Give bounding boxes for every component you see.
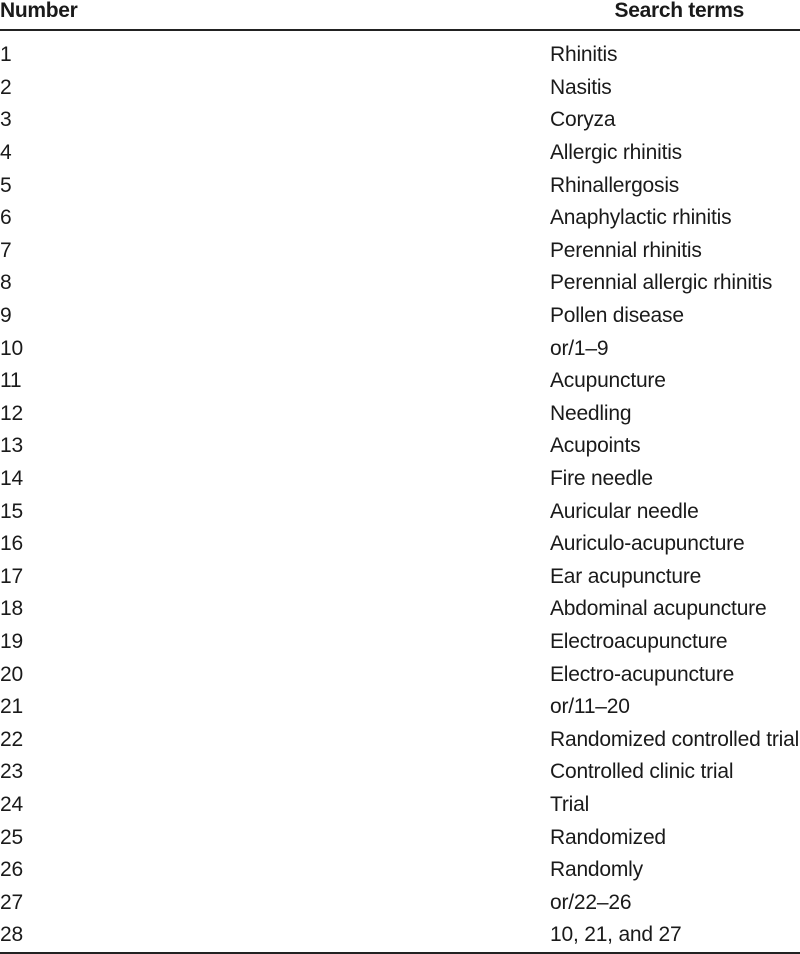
- table-row: [0, 137, 800, 170]
- row-number: 21: [0, 695, 23, 719]
- table-row: [0, 593, 800, 626]
- row-number: 1: [0, 43, 12, 67]
- table-row: [0, 626, 800, 659]
- row-search-term: Electroacupuncture: [550, 629, 728, 653]
- row-search-term: Needling: [550, 401, 632, 425]
- table-row: [0, 561, 800, 594]
- row-number: 24: [0, 792, 23, 816]
- row-search-term: Rhinitis: [550, 43, 618, 67]
- table-header: [0, 0, 800, 30]
- row-search-term: Perennial allergic rhinitis: [550, 271, 773, 295]
- table-row: [0, 789, 800, 822]
- row-search-term: Abdominal acupuncture: [550, 597, 767, 621]
- row-search-term: Acupuncture: [550, 369, 666, 393]
- row-number: 2: [0, 75, 12, 99]
- row-number: 7: [0, 238, 12, 262]
- table-row: [0, 691, 800, 724]
- table-row: [0, 528, 800, 561]
- row-number: 5: [0, 173, 12, 197]
- header-row: [0, 0, 800, 30]
- table-row: [0, 104, 800, 137]
- table-row: [0, 300, 800, 333]
- table-row: [0, 919, 800, 953]
- row-number: 25: [0, 825, 23, 849]
- table-row: [0, 821, 800, 854]
- row-number: 12: [0, 401, 23, 425]
- row-number: 3: [0, 108, 12, 132]
- row-search-term: or/11–20: [550, 695, 630, 719]
- table-row: [0, 72, 800, 105]
- row-search-term: Pollen disease: [550, 304, 684, 328]
- row-number: 23: [0, 760, 23, 784]
- table-row: [0, 267, 800, 300]
- row-search-term: Electro-acupuncture: [550, 662, 735, 686]
- row-search-term: Perennial rhinitis: [550, 238, 702, 262]
- row-number: 10: [0, 336, 23, 360]
- row-search-term: Randomized: [550, 825, 666, 849]
- header-number: Number: [0, 0, 550, 30]
- table-row: [0, 365, 800, 398]
- row-search-term: Nasitis: [550, 75, 612, 99]
- table-body: [0, 30, 800, 953]
- row-number: 4: [0, 141, 12, 165]
- row-search-term: or/1–9: [550, 336, 609, 360]
- header-search-terms: Search terms: [550, 0, 800, 30]
- row-search-term: Fire needle: [550, 467, 653, 491]
- row-number: 26: [0, 858, 23, 882]
- table-row: [0, 463, 800, 496]
- table-row: [0, 495, 800, 528]
- table-row: [0, 854, 800, 887]
- row-number: 6: [0, 206, 12, 230]
- row-search-term: Acupoints: [550, 434, 641, 458]
- row-search-term: Randomly: [550, 858, 643, 882]
- row-search-term: Trial: [550, 792, 590, 816]
- row-search-term: Anaphylactic rhinitis: [550, 206, 732, 230]
- row-number: 17: [0, 564, 23, 588]
- table-row: [0, 398, 800, 431]
- table-row: [0, 30, 800, 72]
- table-row: [0, 658, 800, 691]
- row-number: 8: [0, 271, 12, 295]
- row-number: 16: [0, 532, 23, 556]
- row-number: 27: [0, 890, 23, 914]
- row-number: 18: [0, 597, 23, 621]
- row-number: 19: [0, 629, 23, 653]
- row-search-term: Ear acupuncture: [550, 564, 702, 588]
- table-row: [0, 723, 800, 756]
- row-search-term: Controlled clinic trial: [550, 760, 734, 784]
- row-search-term: or/22–26: [550, 890, 632, 914]
- row-number: 15: [0, 499, 23, 523]
- table-row: [0, 332, 800, 365]
- table-row: [0, 169, 800, 202]
- row-search-term: Rhinallergosis: [550, 173, 680, 197]
- row-search-term: Auriculo-acupuncture: [550, 532, 745, 556]
- row-number: 13: [0, 434, 23, 458]
- row-number: 14: [0, 467, 23, 491]
- row-number: 11: [0, 369, 22, 393]
- row-number: 20: [0, 662, 23, 686]
- row-search-term: 10, 21, and 27: [550, 919, 800, 953]
- table-row: [0, 202, 800, 235]
- table-row: [0, 756, 800, 789]
- row-search-term: Randomized controlled trial: [550, 727, 800, 751]
- row-search-term: Auricular needle: [550, 499, 699, 523]
- table-row: [0, 430, 800, 463]
- row-search-term: Coryza: [550, 108, 616, 132]
- row-number: 22: [0, 727, 23, 751]
- table-row: [0, 235, 800, 268]
- row-number: 9: [0, 304, 12, 328]
- row-search-term: Allergic rhinitis: [550, 141, 682, 165]
- table-row: [0, 886, 800, 919]
- row-number: 28: [0, 919, 550, 953]
